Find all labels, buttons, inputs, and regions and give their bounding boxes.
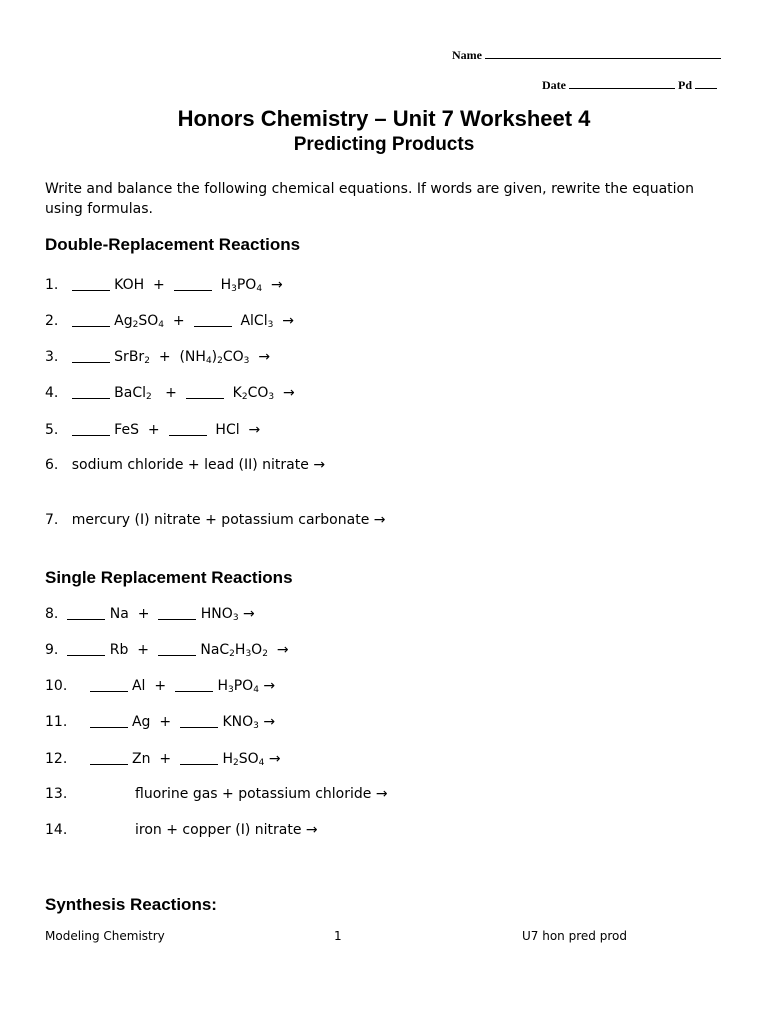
- problem-14-equation: [135, 822, 318, 838]
- reactant-2: $H_3PO_4$: [220, 277, 263, 294]
- problem-number: 12.: [45, 751, 68, 767]
- problem-number: 5.: [45, 422, 59, 438]
- problem-number: 7.: [45, 512, 59, 528]
- problem-number: 6.: [45, 457, 59, 473]
- arrow-icon: →: [313, 457, 326, 473]
- problem-number: 11.: [45, 714, 68, 730]
- plus-sign: +: [158, 349, 171, 365]
- problem-6: [45, 457, 325, 473]
- reactant-2: $H_2SO_4$: [222, 751, 265, 768]
- instructions: Write and balance the following chemical equations. If words are given, rewrite the equation using formulas.: [45, 181, 694, 217]
- coefficient-blank[interactable]: [72, 384, 110, 399]
- reactant-2: $KNO_3$: [222, 714, 259, 731]
- coefficient-blank[interactable]: [158, 605, 196, 620]
- problem-number: 10.: [45, 678, 68, 694]
- coefficient-blank[interactable]: [158, 641, 196, 656]
- word-equation: fluorine gas + potassium chloride: [135, 786, 372, 802]
- coefficient-blank[interactable]: [175, 677, 213, 692]
- word-equation: iron + copper (I) nitrate: [135, 822, 302, 838]
- problem-2: [45, 312, 294, 329]
- problem-4: [45, 384, 295, 401]
- problem-number: 3.: [45, 349, 59, 365]
- arrow-icon: →: [375, 786, 388, 802]
- problem-14: [45, 822, 67, 838]
- problem-number: 1.: [45, 277, 59, 293]
- problem-10: [45, 677, 275, 694]
- coefficient-blank[interactable]: [72, 276, 110, 291]
- reactant-1: SrBr$_2$: [114, 349, 150, 366]
- name-blank[interactable]: [485, 46, 721, 59]
- coefficient-blank[interactable]: [90, 713, 128, 728]
- coefficient-blank[interactable]: [72, 312, 110, 327]
- arrow-icon: →: [258, 349, 271, 365]
- coefficient-blank[interactable]: [180, 750, 218, 765]
- plus-sign: +: [172, 313, 185, 329]
- date-blank[interactable]: [569, 76, 675, 89]
- problem-number: 9.: [45, 642, 59, 658]
- arrow-icon: →: [270, 277, 283, 293]
- problem-number: 8.: [45, 606, 59, 622]
- arrow-icon: →: [373, 512, 386, 528]
- word-equation: sodium chloride + lead (II) nitrate: [71, 457, 309, 473]
- footer-left: Modeling Chemistry: [45, 929, 165, 943]
- coefficient-blank[interactable]: [169, 421, 207, 436]
- pd-label: Pd: [678, 78, 693, 92]
- coefficient-blank[interactable]: [67, 641, 105, 656]
- date-label: Date: [542, 78, 566, 92]
- problem-7: [45, 512, 386, 528]
- problem-9: [45, 641, 289, 658]
- reactant-1: Al: [131, 678, 146, 694]
- reactant-1: Ag: [131, 714, 151, 730]
- problem-12: [45, 750, 281, 767]
- section-heading-single-replacement: Single Replacement Reactions: [45, 568, 293, 587]
- problem-11: [45, 713, 275, 730]
- reactant-2: $K_2CO_3$: [232, 385, 275, 402]
- date-field: [542, 76, 717, 93]
- plus-sign: +: [147, 422, 160, 438]
- page-subtitle: Predicting Products: [293, 134, 475, 155]
- reactant-2: $H_3PO_4$: [217, 678, 259, 695]
- arrow-icon: →: [305, 822, 318, 838]
- plus-sign: +: [165, 385, 177, 401]
- footer-page-number: 1: [334, 929, 342, 943]
- arrow-icon: →: [283, 385, 295, 401]
- pd-blank[interactable]: [695, 76, 717, 89]
- problem-3: [45, 348, 270, 365]
- arrow-icon: →: [263, 678, 276, 694]
- plus-sign: +: [153, 277, 165, 293]
- problem-number: 13.: [45, 786, 68, 802]
- coefficient-blank[interactable]: [72, 421, 110, 436]
- coefficient-blank[interactable]: [174, 276, 212, 291]
- reactant-2: $(NH_4)_2CO_3$: [179, 349, 250, 366]
- reactant-2: $HNO_3$: [200, 606, 239, 623]
- problem-number: 14.: [45, 822, 68, 838]
- coefficient-blank[interactable]: [90, 677, 128, 692]
- reactant-1: Zn: [131, 751, 151, 767]
- coefficient-blank[interactable]: [67, 605, 105, 620]
- coefficient-blank[interactable]: [186, 384, 224, 399]
- arrow-icon: →: [282, 313, 294, 329]
- problem-number: 4.: [45, 385, 59, 401]
- reactant-2: AlCl$_3$: [240, 313, 274, 330]
- problem-8: [45, 605, 255, 622]
- arrow-icon: →: [268, 751, 281, 767]
- reactant-1: $Ag_2SO_4$: [114, 313, 165, 330]
- plus-sign: +: [137, 642, 149, 658]
- name-field: [452, 46, 721, 63]
- reactant-2: $NaC_2H_3O_2$: [200, 642, 268, 659]
- problem-13-equation: [135, 786, 388, 802]
- reactant-1: KOH: [114, 277, 145, 293]
- problem-1: [45, 276, 283, 293]
- problem-5: [45, 421, 260, 438]
- name-label: Name: [452, 48, 482, 62]
- reactant-1: Rb: [109, 642, 129, 658]
- plus-sign: +: [159, 714, 172, 730]
- word-equation: mercury (I) nitrate + potassium carbonate: [71, 512, 370, 528]
- problem-number: 2.: [45, 313, 59, 329]
- plus-sign: +: [154, 678, 167, 694]
- footer-right: U7 hon pred prod: [522, 929, 627, 943]
- reactant-2: HCl: [215, 422, 240, 438]
- arrow-icon: →: [243, 606, 255, 622]
- arrow-icon: →: [276, 642, 289, 658]
- arrow-icon: →: [263, 714, 276, 730]
- section-heading-synthesis: Synthesis Reactions:: [45, 895, 217, 914]
- reactant-1: FeS: [114, 422, 139, 438]
- coefficient-blank[interactable]: [90, 750, 128, 765]
- problem-13: [45, 786, 67, 802]
- coefficient-blank[interactable]: [180, 713, 218, 728]
- coefficient-blank[interactable]: [72, 348, 110, 363]
- reactant-1: Na: [109, 606, 129, 622]
- section-heading-double-replacement: Double-Replacement Reactions: [45, 235, 301, 254]
- coefficient-blank[interactable]: [194, 312, 232, 327]
- plus-sign: +: [159, 751, 172, 767]
- plus-sign: +: [137, 606, 150, 622]
- arrow-icon: →: [248, 422, 261, 438]
- page-title: Honors Chemistry – Unit 7 Worksheet 4: [177, 106, 591, 131]
- reactant-1: BaCl$_2$: [114, 385, 152, 402]
